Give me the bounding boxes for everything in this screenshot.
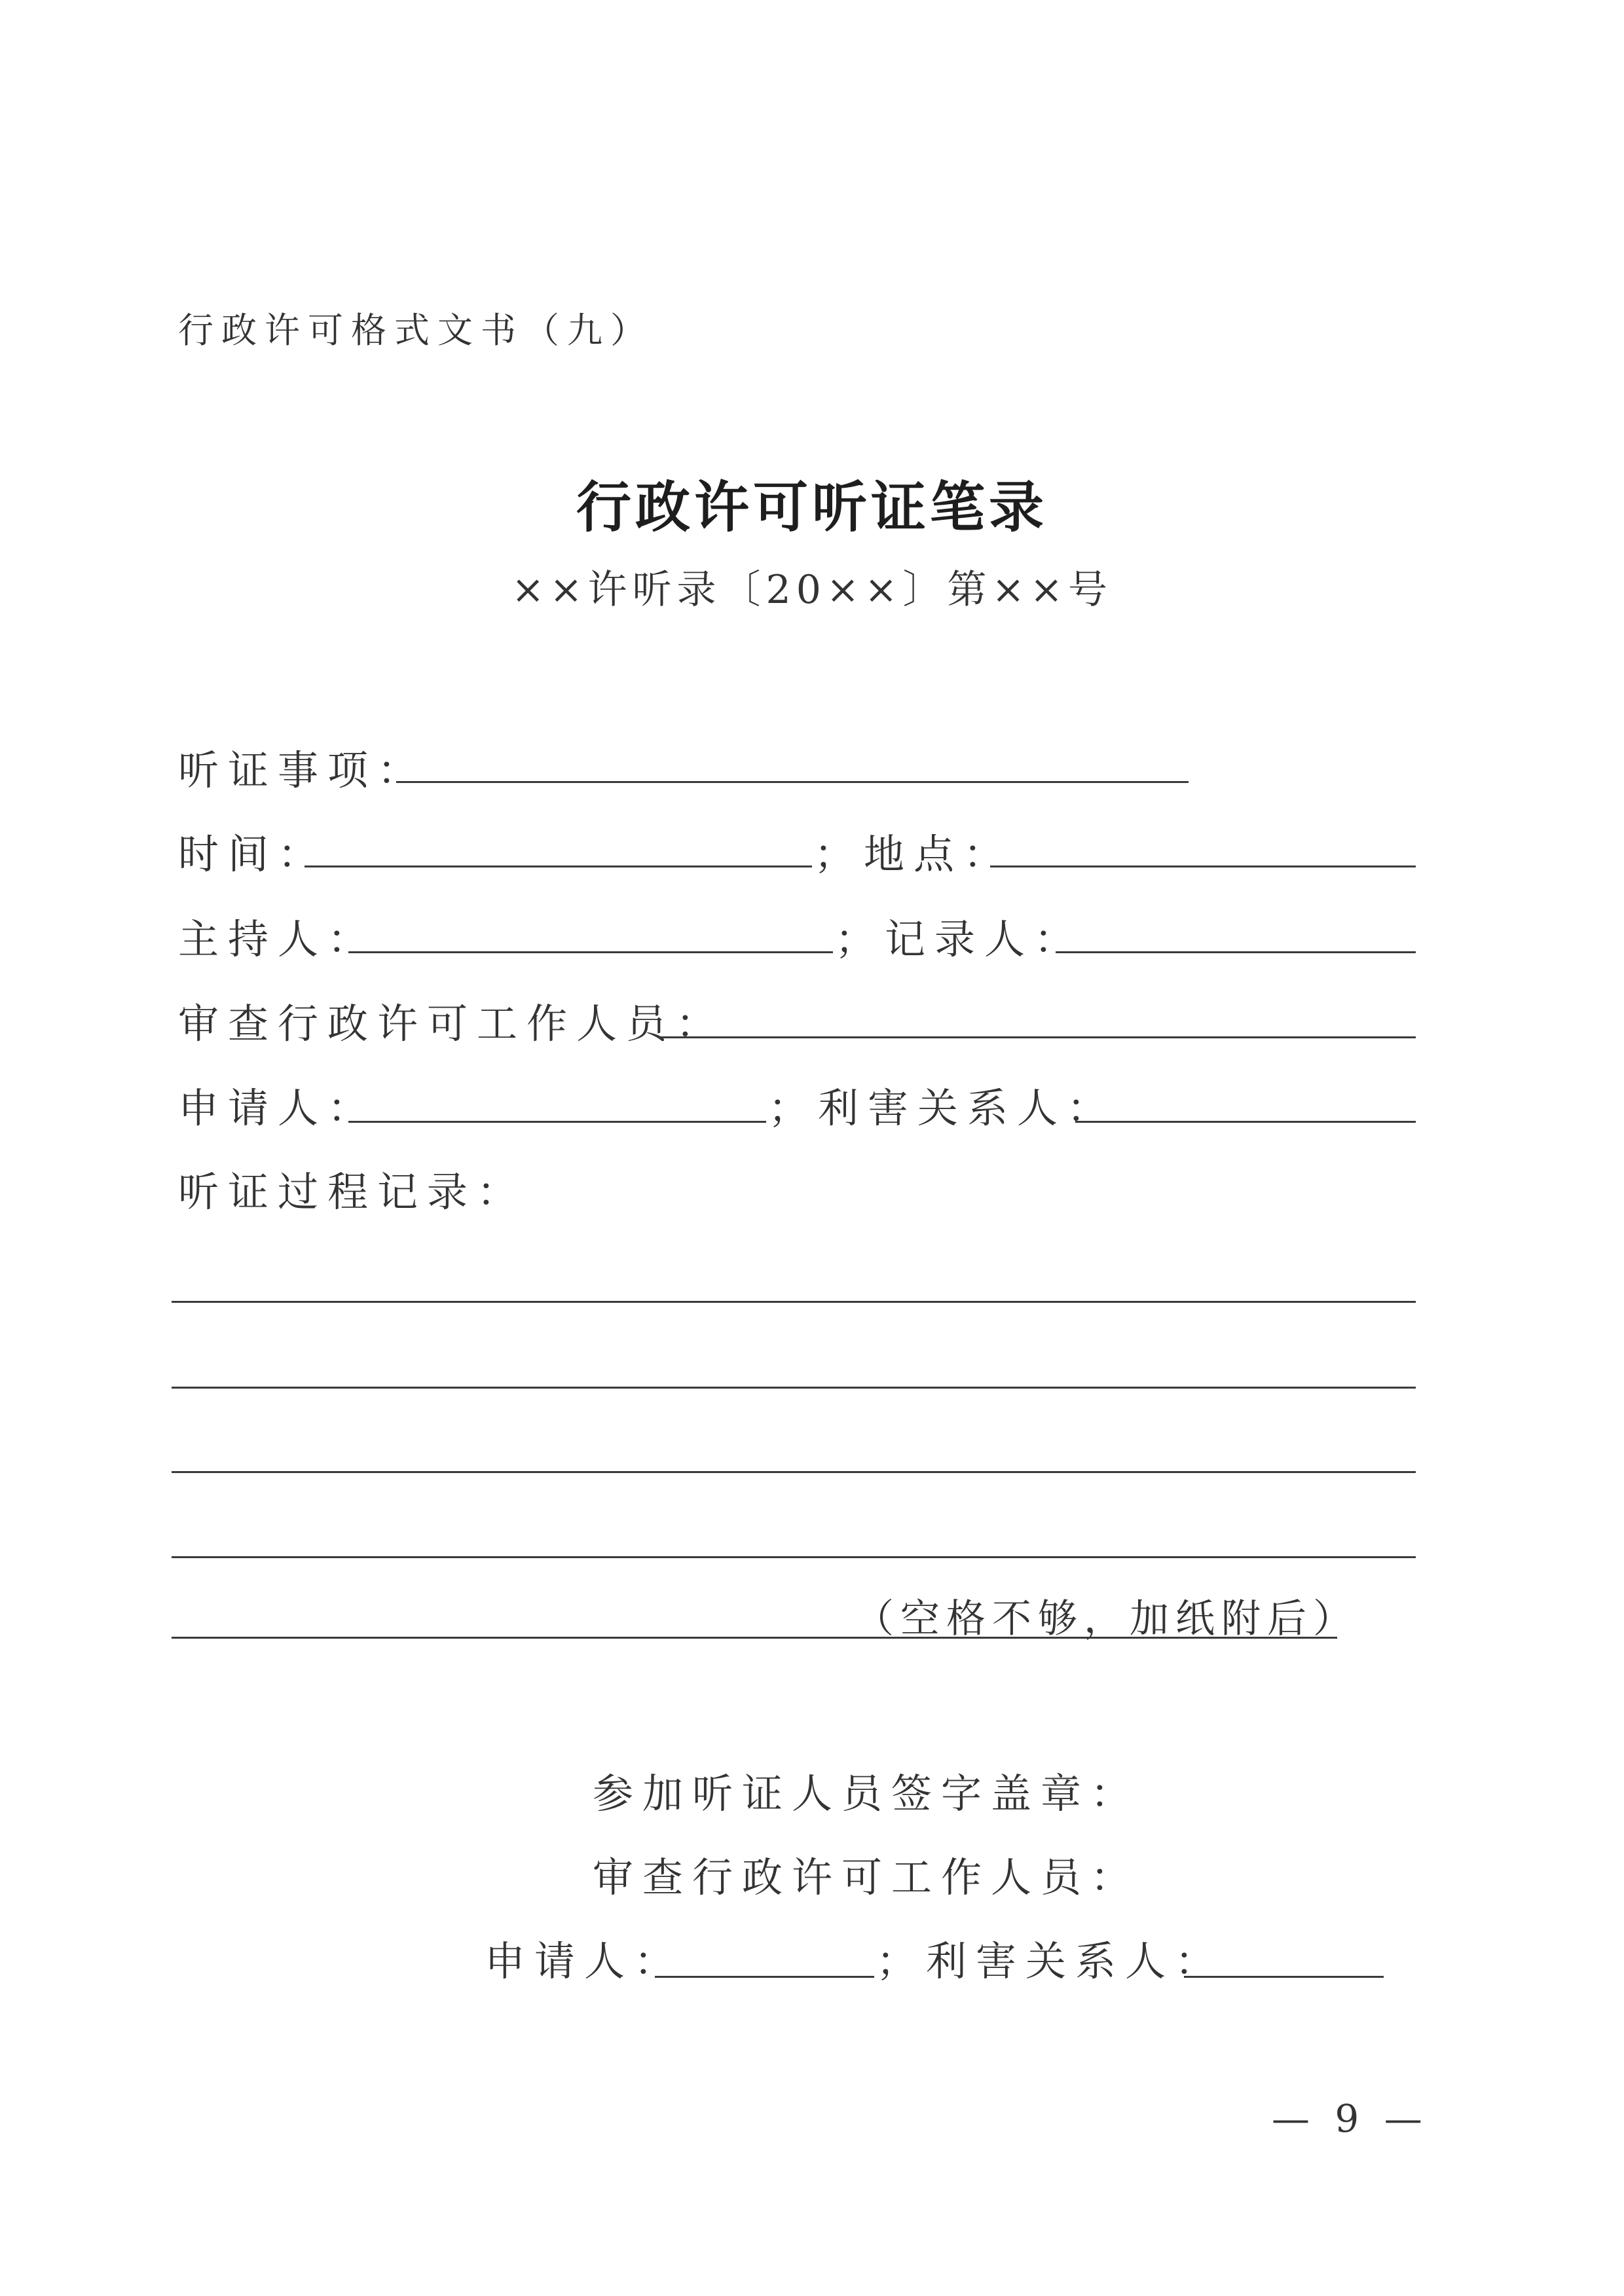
recorder-input-line[interactable] xyxy=(1056,951,1416,953)
document-number: ××许听录〔20××〕第××号 xyxy=(511,567,1113,613)
signature-applicant-line[interactable] xyxy=(655,1976,874,1978)
time-input-line[interactable] xyxy=(304,866,812,867)
host-label: 主持人： xyxy=(178,915,378,963)
location-label: ；地点： xyxy=(814,830,1014,878)
record-line[interactable] xyxy=(172,1387,1416,1389)
record-line[interactable] xyxy=(172,1637,1337,1639)
note-extra-paper: （空格不够，加纸附后） xyxy=(855,1596,1359,1642)
host-input-line[interactable] xyxy=(348,951,833,953)
recorder-label: ；记录人： xyxy=(835,915,1084,963)
signature-reviewer-label: 审查行政许可工作人员： xyxy=(593,1853,1141,1901)
signature-interested-party-line[interactable] xyxy=(1184,1976,1384,1978)
hearing-matter-input-line[interactable] xyxy=(396,781,1189,783)
record-line[interactable] xyxy=(172,1556,1416,1558)
signature-interested-party-label: ；利害关系人： xyxy=(876,1937,1225,1985)
signature-applicant-label: 申请人： xyxy=(485,1937,684,1985)
time-label: 时间： xyxy=(178,830,328,878)
document-type-label: 行政许可格式文书（九） xyxy=(178,310,654,351)
page-title: 行政许可听证笔录 xyxy=(576,475,1048,539)
location-input-line[interactable] xyxy=(990,866,1416,867)
hearing-matter-label: 听证事项： xyxy=(178,746,428,794)
interested-party-label: ；利害关系人： xyxy=(768,1084,1117,1132)
reviewer-input-line[interactable] xyxy=(658,1036,1416,1038)
signature-heading: 参加听证人员签字盖章： xyxy=(593,1770,1141,1817)
applicant-label: 申请人： xyxy=(178,1084,378,1132)
page-number: — 9 — xyxy=(1272,2096,1429,2141)
record-line[interactable] xyxy=(172,1471,1416,1473)
process-record-label: 听证过程记录： xyxy=(178,1168,527,1216)
record-line[interactable] xyxy=(172,1301,1416,1303)
reviewer-label: 审查行政许可工作人员： xyxy=(178,1000,726,1048)
applicant-input-line[interactable] xyxy=(348,1121,766,1123)
interested-party-input-line[interactable] xyxy=(1075,1121,1416,1123)
